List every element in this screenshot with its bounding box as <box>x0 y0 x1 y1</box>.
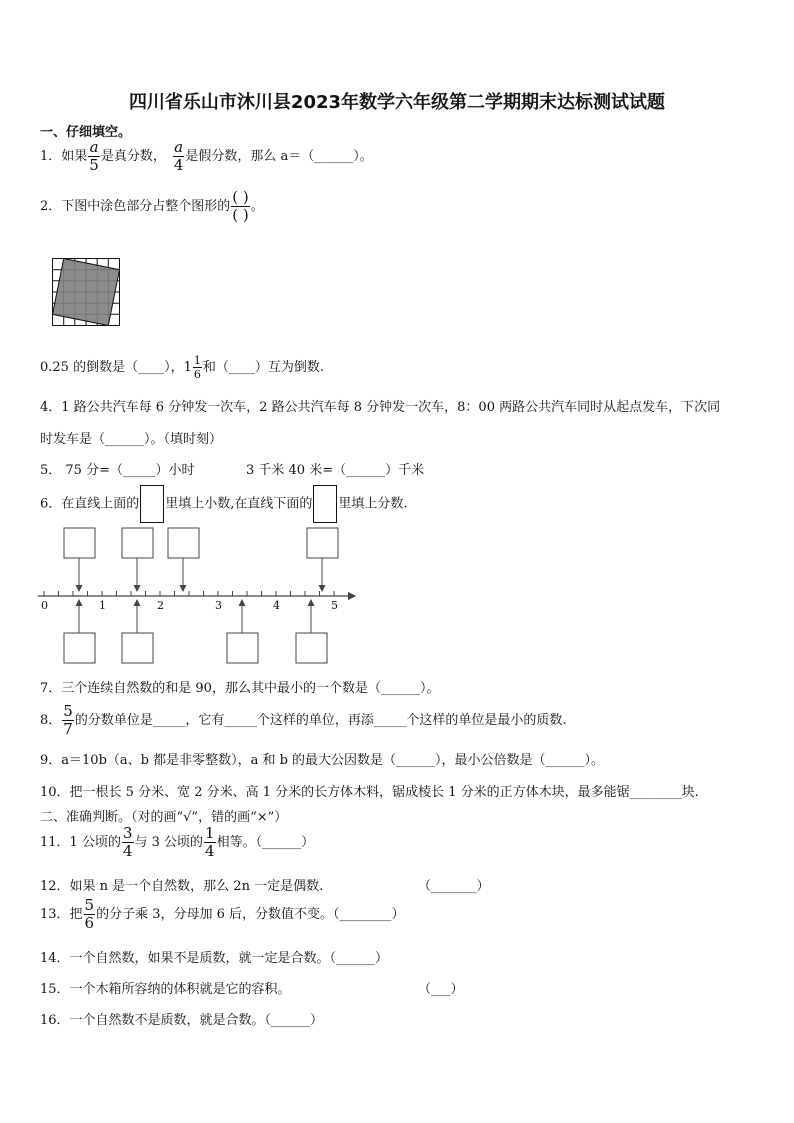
question-8: 8． $\frac{5}{7}$ 的分数单位是_____，它有_____个这样的单位，再添_____个这样的单位是最小的质数. <box>40 702 567 738</box>
question-11: 11．1 公顷的 $\frac{3}{4}$ 与 3 公顷的 $\frac{1}{4}$ 相等。（______） <box>40 824 315 860</box>
question-16: 16．一个自然数不是质数，就是合数。（______） <box>40 1013 324 1028</box>
number-line-tick-label: 4 <box>273 599 280 612</box>
lower-answer-box <box>296 633 327 663</box>
question-14: 14．一个自然数，如果不是质数，就一定是合数。（______） <box>40 951 389 966</box>
number-line-tick-label: 0 <box>41 599 48 612</box>
section-2-heading: 二、准确判断。（对的画“√”，错的画“×”） <box>40 810 288 825</box>
lower-answer-box <box>227 633 258 663</box>
fraction-five-sevenths: $\frac{5}{7}$ <box>63 702 73 738</box>
question-15-answer: （___） <box>418 982 464 997</box>
answer-box-sample <box>140 485 164 523</box>
section-1-heading: 一、仔细填空。 <box>40 125 132 140</box>
question-5a: 5． 75 分=（_____）小时 <box>40 463 195 478</box>
number-line-tick-label: 2 <box>157 599 164 612</box>
question-10: 10．把一根长 5 分米、宽 2 分米、高 1 分米的长方体木料，锯成棱长 1 分米的正方体木块，最多能锯________块. <box>40 785 699 800</box>
fraction-five-sixths: $\frac{5}{6}$ <box>84 896 95 932</box>
fraction-one-quarter: $\frac{1}{4}$ <box>205 824 215 860</box>
question-6: 6．在直线上面的 里填上小数,在直线下面的 里填上分数. <box>40 485 408 523</box>
fraction-a-over-4: $\frac{a}{4}$ <box>173 138 184 174</box>
number-line-figure <box>30 520 370 670</box>
upper-answer-box <box>122 528 153 558</box>
upper-answer-box <box>307 528 338 558</box>
number-line-tick-label: 5 <box>331 599 338 612</box>
question-4-line-1: 4．1 路公共汽车每 6 分钟发一次车，2 路公共汽车每 8 分钟发一次车，8：00 两路公共汽车同时从起点发车，下次同 <box>40 400 721 415</box>
upper-answer-box <box>168 528 199 558</box>
fraction-one-sixth: $\frac{1}{6}$ <box>193 354 201 381</box>
lower-answer-box <box>64 633 95 663</box>
page-title: 四川省乐山市沐川县2023年数学六年级第二学期期末达标测试试题 <box>128 92 666 113</box>
question-9: 9．a＝10b（a、b 都是非零整数），a 和 b 的最大公因数是（______），最小公倍数是（______）。 <box>40 753 605 768</box>
question-5b: 3 千米 40 米=（______）千米 <box>246 463 425 478</box>
question-7: 7．三个连续自然数的和是 90，那么其中最小的一个数是（______）。 <box>40 681 440 696</box>
fraction-three-quarters: $\frac{3}{4}$ <box>122 824 133 860</box>
number-line-tick-label: 3 <box>215 599 222 612</box>
answer-box-sample <box>313 485 337 523</box>
question-12: 12．如果 n 是一个自然数，那么 2n 一定是偶数. <box>40 879 324 894</box>
question-3: 0.25 的倒数是（____），1 $\frac{1}{6}$ 和（____）互为倒数. <box>40 354 324 381</box>
shaded-region <box>53 259 120 326</box>
upper-answer-box <box>64 528 95 558</box>
shaded-square-figure <box>52 258 122 328</box>
fraction-a-over-5: $\frac{a}{5}$ <box>89 138 99 174</box>
question-12-answer: （_______） <box>418 879 490 894</box>
number-line-tick-label: 1 <box>99 599 106 612</box>
question-2: 2．下图中涂色部分占整个图形的 $\frac{( )}{( )}$ 。 <box>40 188 264 224</box>
lower-answer-box <box>122 633 153 663</box>
question-4-line-2: 时发车是（______）。（填时刻） <box>40 432 223 447</box>
fraction-blank: $\frac{( )}{( )}$ <box>232 188 249 224</box>
question-13: 13．把 $\frac{5}{6}$ 的分子乘 3，分母加 6 后，分数值不变。（________） <box>40 896 405 932</box>
question-1: 1．如果 $\frac{a}{5}$ 是真分数， $\frac{a}{4}$ 是假分数，那么 a＝（______）。 <box>40 138 373 174</box>
question-15: 15．一个木箱所容纳的体积就是它的容积。 <box>40 982 291 997</box>
